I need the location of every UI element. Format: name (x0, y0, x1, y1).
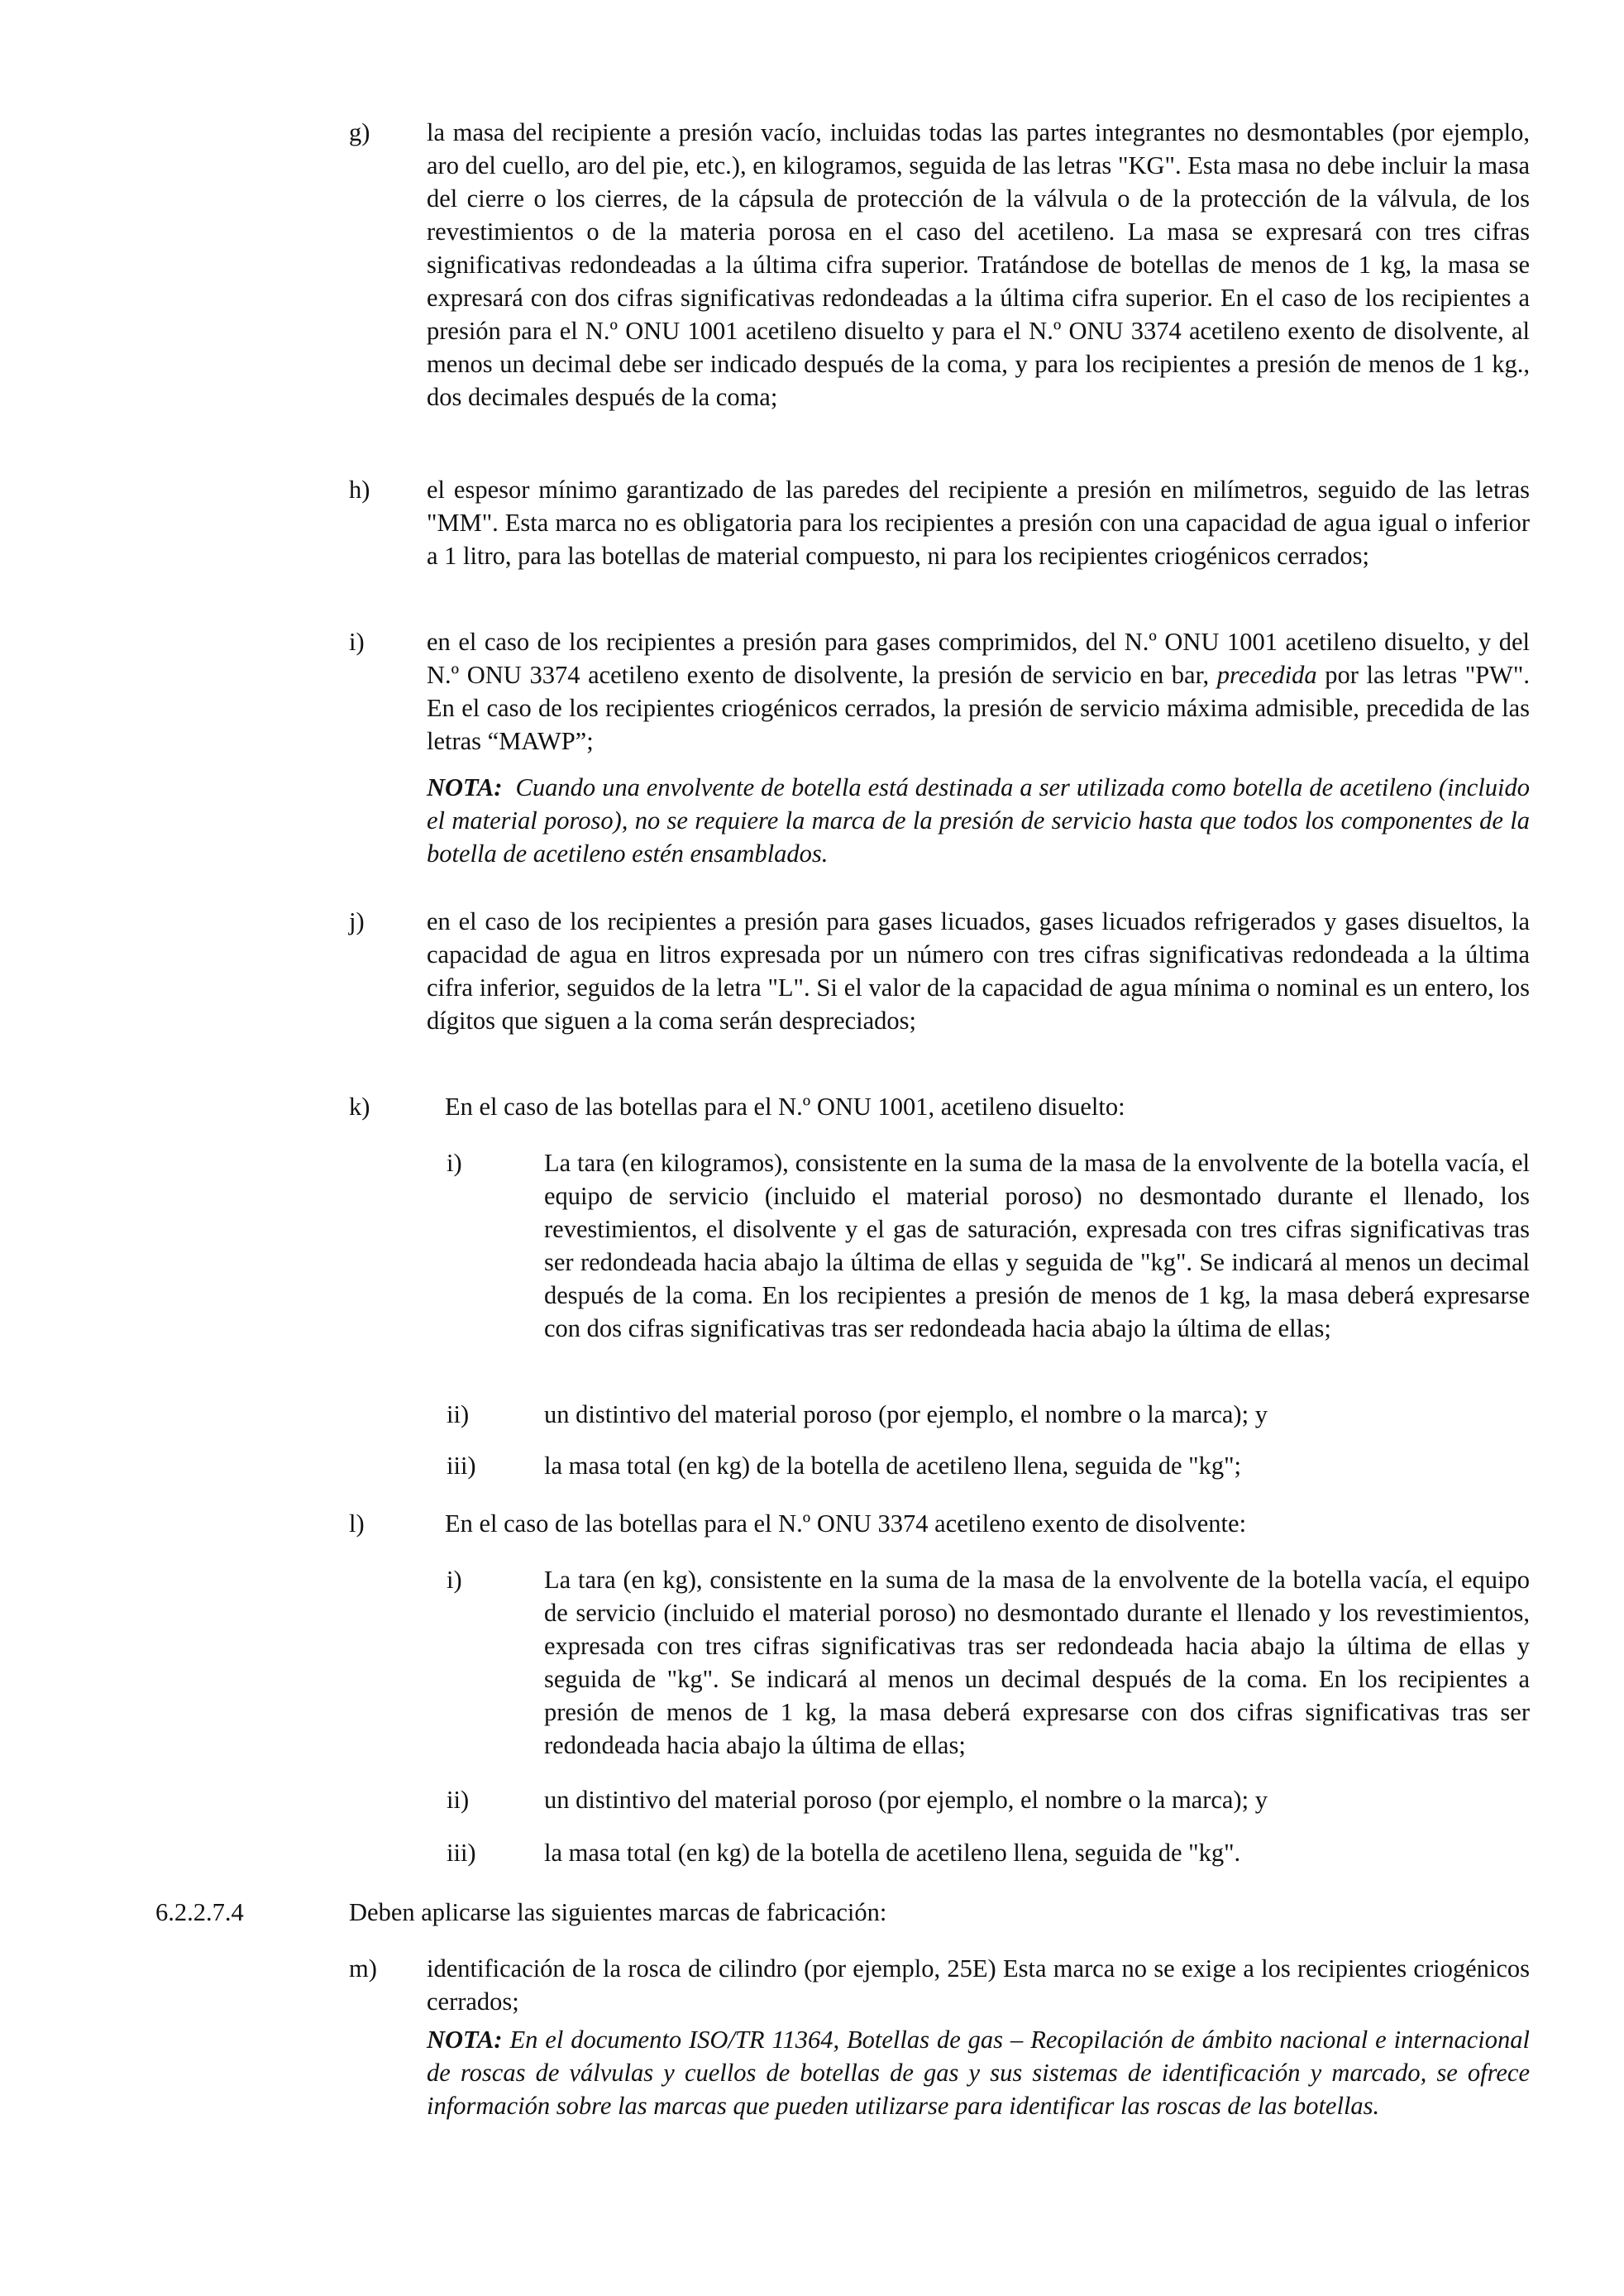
list-item-h (349, 473, 1530, 572)
item-label: g) (349, 118, 370, 146)
item-text-emphasis: precedida (1216, 661, 1317, 689)
list-item-j (349, 905, 1530, 1037)
item-text: en el caso de los recipientes a presión para gases licuados, gases licuados refrigerados y gases disueltos, la capacidad de agua en litros expresada por un número con tres cifras significativas redondeada a la última cifra inferior, seguidos de la letra "L". Si el valor de la capacidad de agua mínima o nominal es un entero, los dígitos que siguen a la coma serán despreciados; (427, 907, 1530, 1035)
item-label: l) (349, 1509, 365, 1538)
sub-item-label: ii) (447, 1786, 470, 1814)
item-label: m) (349, 1954, 377, 1983)
note-text: En el documento ISO/TR 11364, Botellas de gas – Recopilación de ámbito nacional e internacional de roscas de válvulas y cuellos de botellas de gas y sus sistemas de identificación y marcado, se ofrece información sobre las marcas que pueden utilizarse para identificar las roscas de las botellas. (427, 2026, 1530, 2120)
list-item-i (349, 625, 1530, 870)
sub-item-text: la masa total (en kg) de la botella de acetileno llena, seguida de "kg"; (544, 1452, 1241, 1480)
sub-item-text: un distintivo del material poroso (por ejemplo, el nombre o la marca); y (544, 1786, 1268, 1814)
sub-item-label: ii) (447, 1400, 470, 1428)
item-text: En el caso de las botellas para el N.º ONU 1001, acetileno disuelto: (445, 1093, 1125, 1121)
sub-item-k-ii (447, 1398, 1530, 1431)
sub-item-k-i (447, 1146, 1530, 1345)
item-label: j) (349, 907, 365, 935)
sub-item-l-i (447, 1563, 1530, 1762)
sub-item-text: la masa total (en kg) de la botella de acetileno llena, seguida de "kg". (544, 1839, 1241, 1867)
sub-item-k-iii (447, 1449, 1530, 1482)
item-label: i) (349, 628, 365, 656)
note (427, 771, 1530, 870)
item-text-part: por las letras "PW". En el caso de los recipientes criogénicos cerrados, la presión de servicio máxima admisible, precedida de las letras “MAWP”; (427, 661, 1530, 755)
item-text: el espesor mínimo garantizado de las paredes del recipiente a presión en milímetros, seguido de las letras "MM". Esta marca no es obligatoria para los recipientes a presión con una capacidad de agua igual o inferior a 1 litro, para las botellas de material compuesto, ni para los recipientes criogénicos cerrados; (427, 476, 1530, 570)
sub-item-l-iii (447, 1836, 1530, 1869)
sub-item-label: iii) (447, 1839, 476, 1867)
section-number: 6.2.2.7.4 (155, 1898, 244, 1926)
sub-item-text: La tara (en kg), consistente en la suma de la masa de la envolvente de la botella vacía, el equipo de servicio (incluido el material poroso) no desmontado durante el llenado y los revestimientos, expresada con tres cifras significativas tras ser redondeada hacia abajo la última de ellas y seguida de "kg". Se indicará al menos un decimal después de la coma. En los recipientes a presión de menos de 1 kg, la masa deberá expresarse con dos cifras significativas tras ser redondeada hacia abajo la última de ellas; (544, 1566, 1530, 1759)
list-item-g (349, 116, 1530, 414)
item-text (427, 625, 1530, 758)
note-label: NOTA: (427, 773, 503, 801)
item-text: identificación de la rosca de cilindro (por ejemplo, 25E) Esta marca no se exige a los recipientes criogénicos cerrados; (427, 1954, 1530, 2016)
list-item-l (349, 1507, 1530, 1540)
sub-item-text: La tara (en kilogramos), consistente en la suma de la masa de la envolvente de la botella vacía, el equipo de servicio (incluido el material poroso) no desmontado durante el llenado, los revestimientos, el disolvente y el gas de saturación, expresada con tres cifras significativas tras ser redondeada hacia abajo la última de ellas y seguida de "kg". Se indicará al menos un decimal después de la coma. En los recipientes a presión de menos de 1 kg, la masa deberá expresarse con dos cifras significativas tras ser redondeada hacia abajo la última de ellas; (544, 1149, 1530, 1342)
note-label: NOTA: (427, 2026, 503, 2054)
item-label: h) (349, 476, 370, 504)
note-text: Cuando una envolvente de botella está destinada a ser utilizada como botella de acetileno (incluido el material poroso), no se requiere la marca de la presión de servicio hasta que todos los componentes de la botella de acetileno estén ensamblados. (427, 773, 1531, 868)
item-text: la masa del recipiente a presión vacío, incluidas todas las partes integrantes no desmontables (por ejemplo, aro del cuello, aro del pie, etc.), en kilogramos, seguida de las letras "KG". Esta masa no debe incluir la masa del cierre o los cierres, de la cápsula de protección de la válvula o de la protección de la válvula, de los revestimientos o de la materia porosa en el caso del acetileno. La masa se expresará con tres cifras significativas redondeadas a la última cifra superior. Tratándose de botellas de menos de 1 kg, la masa se expresará con dos cifras significativas redondeadas a la última cifra superior. En el caso de los recipientes a presión para el N.º ONU 1001 acetileno disuelto y para el N.º ONU 3374 acetileno exento de disolvente, al menos un decimal debe ser indicado después de la coma, y para los recipientes a presión de menos de 1 kg., dos decimales después de la coma; (427, 118, 1530, 411)
sub-item-label: iii) (447, 1452, 476, 1480)
note (427, 2023, 1530, 2122)
list-item-k (349, 1090, 1530, 1123)
sub-item-text: un distintivo del material poroso (por ejemplo, el nombre o la marca); y (544, 1400, 1268, 1428)
section-text: Deben aplicarse las siguientes marcas de fabricación: (349, 1898, 887, 1926)
sub-item-label: i) (447, 1149, 462, 1177)
sub-item-l-ii (447, 1783, 1530, 1816)
item-text: En el caso de las botellas para el N.º ONU 3374 acetileno exento de disolvente: (445, 1509, 1247, 1538)
sub-item-label: i) (447, 1566, 462, 1594)
item-label: k) (349, 1093, 370, 1121)
list-item-m (349, 1952, 1530, 2122)
item-text-part: en el caso de los recipientes a presión para gases comprimidos, del N.º ONU 1001 acetileno disuelto, y del N.º ONU 3374 acetileno exento de disolvente, la presión de servicio en bar, (427, 628, 1530, 689)
